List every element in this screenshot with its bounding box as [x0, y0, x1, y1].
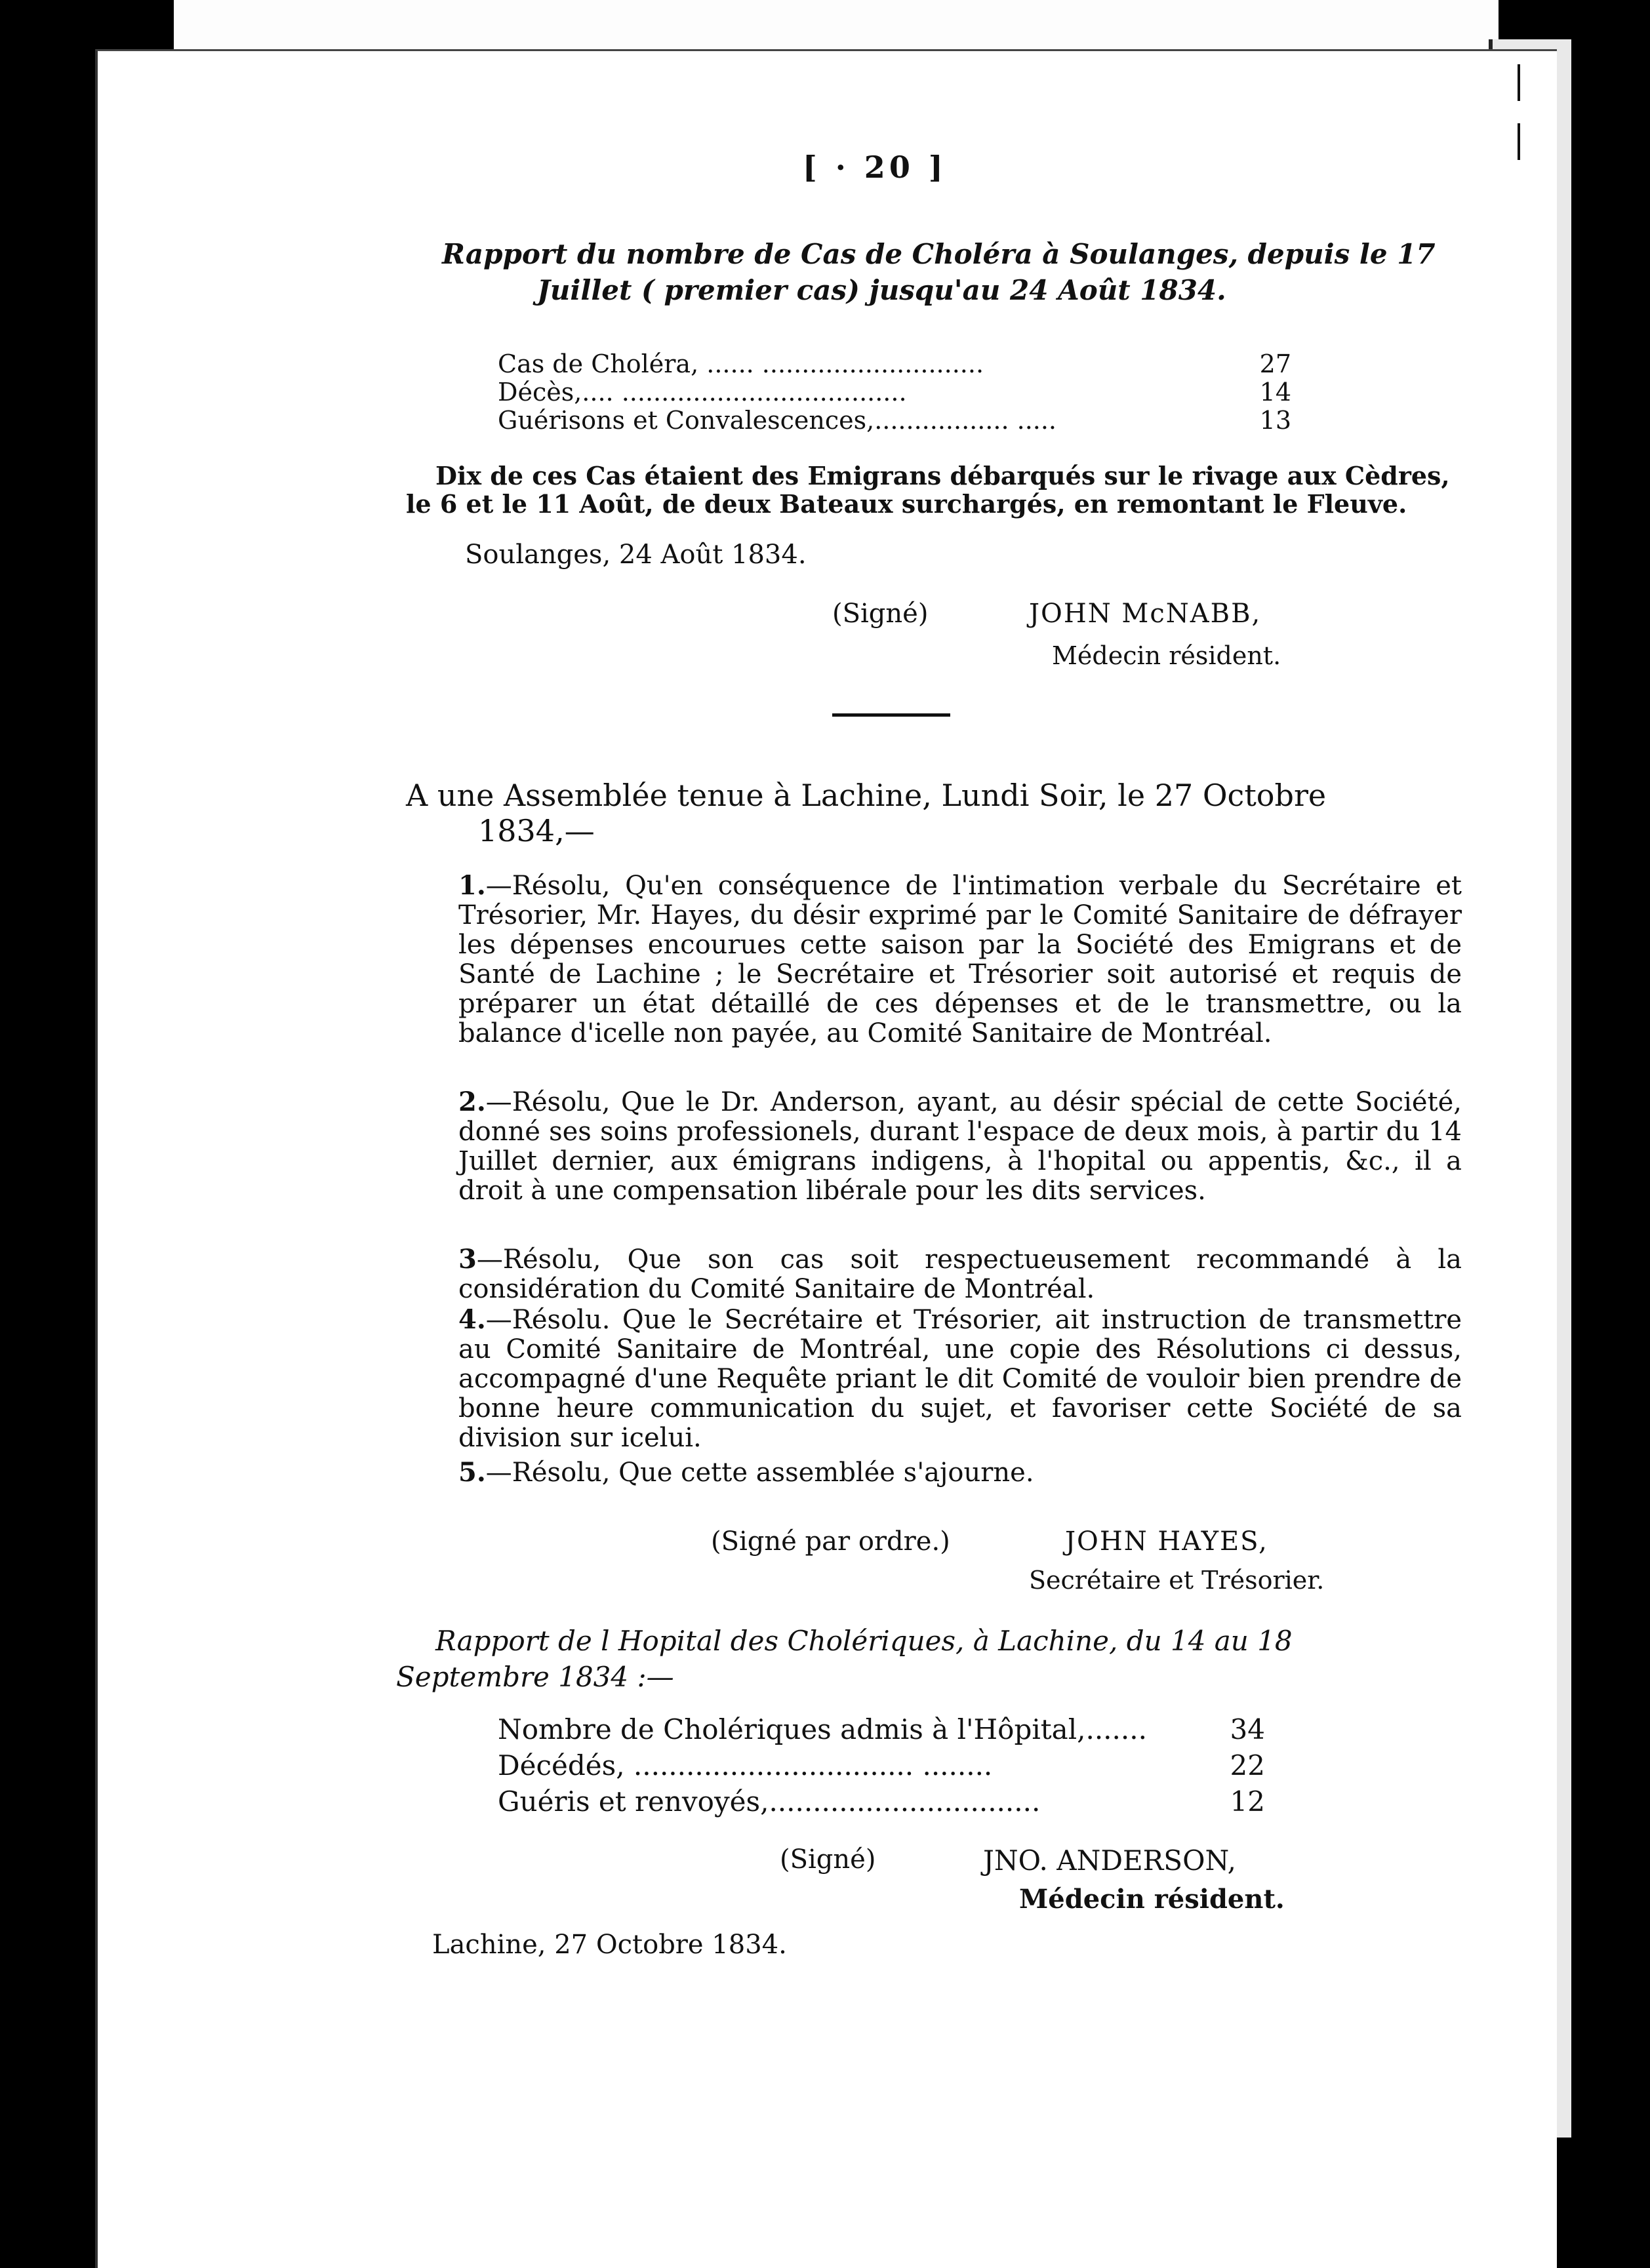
resolution-item — [458, 1305, 1462, 1453]
soulanges-signer-name: JOHN McNABB, — [1029, 599, 1262, 629]
lachine-row-value: 12 — [1230, 1785, 1265, 1818]
resolution-number: 2. — [458, 1086, 486, 1117]
resolution-item — [458, 1087, 1462, 1206]
page-number: [ · 20 ] — [803, 149, 947, 185]
resolution-number: 3 — [458, 1244, 477, 1275]
lachine-row-label: Guéris et renvoyés,............................... — [498, 1785, 1041, 1818]
lachine-signed: (Signé) — [780, 1844, 876, 1875]
scan-mark — [1518, 64, 1520, 101]
soulanges-note-line2: le 6 et le 11 Août, de deux Bateaux surchargés, en remontant le Fleuve. — [406, 489, 1407, 519]
lachine-row-label: Décédés, ................................ ........ — [498, 1749, 993, 1781]
resolution-text: —Résolu, Que son cas soit respectueusement recommandé à la considération du Comité Sanitaire de Montréal. — [458, 1244, 1462, 1304]
lachine-row-label: Nombre de Cholériques admis à l'Hôpital,....... — [498, 1713, 1147, 1745]
resolution-text: —Résolu, Que le Dr. Anderson, ayant, au désir spécial de cette Société, donné ses soins professionels, durant l'espace de deux mois, à partir du 14 Juillet dernier, aux émigrans indigens, à l'hopital ou appentis, &c., il a droit à une compensation libérale pour les dits services. — [458, 1087, 1462, 1206]
soulanges-row-label: Cas de Choléra, ...... ............................ — [498, 349, 984, 378]
soulanges-title-line2: Juillet ( premier cas) jusqu'au 24 Août 1834. — [537, 274, 1226, 306]
soulanges-place-date: Soulanges, 24 Août 1834. — [465, 540, 807, 570]
document-page — [95, 49, 1557, 2268]
resolution-item — [458, 1458, 1462, 1488]
soulanges-signed: (Signé) — [832, 599, 929, 629]
assembly-heading-line1: A une Assemblée tenue à Lachine, Lundi Soir, le 27 Octobre — [406, 778, 1327, 813]
assembly-signer-title: Secrétaire et Trésorier. — [1029, 1566, 1325, 1595]
lachine-row-value: 34 — [1230, 1713, 1265, 1745]
lachine-place-date: Lachine, 27 Octobre 1834. — [432, 1930, 787, 1960]
soulanges-title-line1: Rapport du nombre de Cas de Choléra à Soulanges, depuis le 17 — [442, 238, 1436, 270]
assembly-heading-line2: 1834,— — [478, 813, 595, 848]
soulanges-row-value: 13 — [1259, 406, 1291, 435]
soulanges-signer-title: Médecin résident. — [1052, 641, 1281, 670]
lachine-row-value: 22 — [1230, 1749, 1265, 1781]
resolution-text: —Résolu. Que le Secrétaire et Trésorier, ait instruction de transmettre au Comité Sanitaire de Montréal, une copie des Résolutions ci dessus, accompagné d'une Requête priant le dit Comité de vouloir bien prendre de bonne heure communication du sujet, et favoriser cette Société de sa division sur icelui. — [458, 1305, 1462, 1453]
soulanges-note-line1: Dix de ces Cas étaient des Emigrans débarqués sur le rivage aux Cèdres, — [435, 461, 1450, 490]
resolution-number: 4. — [458, 1304, 486, 1335]
scan-mark — [1518, 123, 1520, 160]
assembly-signer-name: JOHN HAYES, — [1065, 1526, 1268, 1557]
resolution-number: 5. — [458, 1457, 486, 1488]
resolution-number: 1. — [458, 870, 486, 901]
assembly-signed: (Signé par ordre.) — [711, 1526, 950, 1557]
resolution-item — [458, 1244, 1462, 1304]
resolution-text: —Résolu, Que cette assemblée s'ajourne. — [485, 1458, 1034, 1488]
section-divider — [832, 713, 950, 717]
soulanges-row-value: 27 — [1259, 349, 1291, 378]
soulanges-row-label: Guérisons et Convalescences,................. ..... — [498, 406, 1057, 435]
lachine-title-line1: Rapport de l Hopital des Cholériques, à Lachine, du 14 au 18 — [435, 1625, 1293, 1657]
lachine-signer-title: Médecin résident. — [1019, 1884, 1285, 1915]
soulanges-row-value: 14 — [1259, 378, 1291, 407]
resolution-text: —Résolu, Qu'en conséquence de l'intimation verbale du Secrétaire et Trésorier, Mr. Hayes, du désir exprimé par le Comité Sanitaire de défrayer les dépenses encourues cette saison par la Société des Emigrans et de Santé de Lachine ; le Secrétaire et Trésorier soit autorisé et requis de préparer un état détaillé de ces dépenses et de le transmettre, ou la balance d'icelle non payée, au Comité Sanitaire de Montréal. — [458, 871, 1462, 1048]
soulanges-row-label: Décès,.... .................................... — [498, 378, 907, 407]
lachine-signer-name: JNO. ANDERSON, — [983, 1844, 1236, 1877]
resolution-item — [458, 871, 1462, 1048]
lachine-title-line2: Septembre 1834 :— — [396, 1661, 674, 1693]
